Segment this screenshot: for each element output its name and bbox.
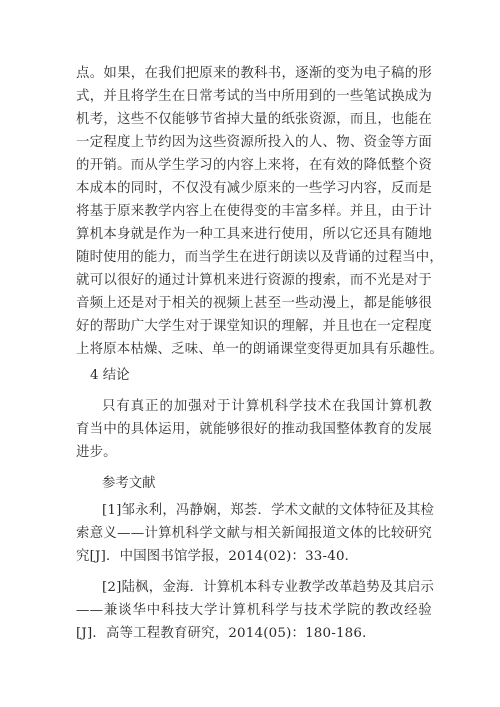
text-line: 本成本的同时，不仅没有减少原来的一些学习内容，反而是 bbox=[76, 181, 432, 196]
body-paragraph bbox=[76, 62, 443, 361]
text-line: 上将原本枯燥、乏味、单一的朗诵课堂变得更加具有乐趣性。 bbox=[76, 342, 443, 357]
text-line: [J]．高等工程教育研究，2014(05)：180-186． bbox=[76, 626, 376, 641]
text-line: 式，并且将学生在日常考试的当中所用到的一些笔试换成为 bbox=[76, 89, 432, 104]
text-line: 只有真正的加强对于计算机科学技术在我国计算机教 bbox=[102, 399, 432, 414]
text-line: 索意义——计算机科学文献与相关新闻报道文体的比较研究 bbox=[76, 526, 432, 541]
text-line: 进步。 bbox=[76, 445, 117, 460]
text-line: 一定程度上节约因为这些资源所投入的人、物、资金等方面 bbox=[76, 135, 432, 150]
text-line: ——兼谈华中科技大学计算机科学与技术学院的教改经验 bbox=[76, 603, 432, 618]
text-line: 机考，这些不仅能够节省掉大量的纸张资源，而且，也能在 bbox=[76, 112, 432, 127]
text-line: 随时使用的能力，而当学生在进行朗读以及背诵的过程当中， bbox=[76, 250, 443, 265]
reference-item bbox=[76, 499, 435, 568]
references-title: 参考文献 bbox=[102, 476, 156, 491]
conclusion-paragraph bbox=[76, 395, 432, 464]
text-line: 育当中的具体运用，就能够很好的推动我国整体教育的发展 bbox=[76, 422, 432, 437]
text-line: 音频上还是对于相关的视频上甚至一些动漫上，都是能够很 bbox=[76, 296, 432, 311]
section-heading: 4 结论 bbox=[90, 368, 130, 383]
document-page bbox=[76, 62, 443, 653]
text-line: 究[J]．中国图书馆学报，2014(02)：33-40． bbox=[76, 549, 359, 564]
text-line: 点。如果，在我们把原来的教科书，逐渐的变为电子稿的形 bbox=[76, 66, 432, 81]
text-line: 将基于原来教学内容上在使得变的丰富多样。并且，由于计 bbox=[76, 204, 432, 219]
text-line: 算机本身就是作为一种工具来进行使用，所以它还具有随地 bbox=[76, 227, 432, 242]
text-line: [2]陆枫，金海．计算机本科专业教学改革趋势及其启示 bbox=[102, 580, 435, 595]
text-line: 的开销。而从学生学习的内容上来将，在有效的降低整个资 bbox=[76, 158, 432, 173]
text-line: [1]邹永利，冯静娴，郑荟．学术文献的文体特征及其检 bbox=[102, 503, 435, 518]
text-line: 好的帮助广大学生对于课堂知识的理解，并且也在一定程度 bbox=[76, 319, 432, 334]
text-line: 就可以很好的通过计算机来进行资源的搜索，而不光是对于 bbox=[76, 273, 432, 288]
reference-item bbox=[76, 576, 435, 645]
